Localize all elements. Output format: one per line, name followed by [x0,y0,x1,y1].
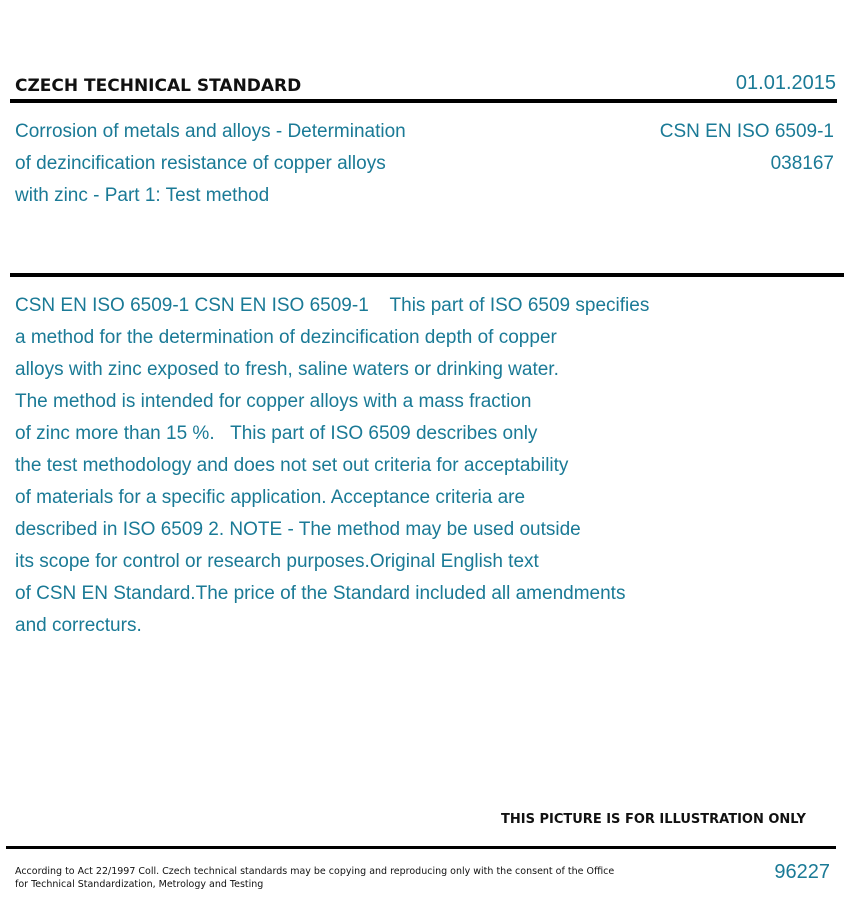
abstract-line: CSN EN ISO 6509-1 CSN EN ISO 6509-1 This part of ISO 6509 specifies [15,295,650,316]
legal-notice-line: According to Act 22/1997 Coll. Czech technical standards may be copying and reproducing only with the consent of the Office [15,866,615,877]
illustration-disclaimer: THIS PICTURE IS FOR ILLUSTRATION ONLY [501,812,806,827]
abstract-line: described in ISO 6509 2. NOTE - The method may be used outside [15,519,581,540]
abstract-line: a method for the determination of dezincification depth of copper [15,327,557,348]
middle-divider [10,273,844,277]
title-line: with zinc - Part 1: Test method [15,185,270,206]
abstract-line: of CSN EN Standard.The price of the Standard included all amendments [15,583,626,604]
catalog-number: 038167 [770,153,834,174]
standard-title [15,116,575,212]
abstract-text [15,290,755,642]
document-id: 96227 [774,861,830,883]
standard-codes [660,116,834,180]
abstract-line: and correcturs. [15,615,142,636]
title-line: of dezincification resistance of copper alloys [15,153,386,174]
abstract-line: the test methodology and does not set out criteria for acceptability [15,455,569,476]
top-divider [10,99,837,103]
standard-number: CSN EN ISO 6509-1 [659,121,834,142]
abstract-line: of materials for a specific application. Acceptance criteria are [15,487,526,508]
abstract-line: alloys with zinc exposed to fresh, saline waters or drinking water. [15,359,559,380]
document-type-label: CZECH TECHNICAL STANDARD [15,76,302,96]
publication-date: 01.01.2015 [735,72,836,94]
title-line: Corrosion of metals and alloys - Determination [15,121,406,142]
abstract-line: its scope for control or research purposes.Original English text [15,551,539,572]
bottom-divider [6,846,836,849]
abstract-line: The method is intended for copper alloys with a mass fraction [15,391,532,412]
legal-notice [15,865,615,891]
abstract-line: of zinc more than 15 %. This part of ISO 6509 describes only [15,423,538,444]
legal-notice-line: for Technical Standardization, Metrology and Testing [15,879,264,890]
